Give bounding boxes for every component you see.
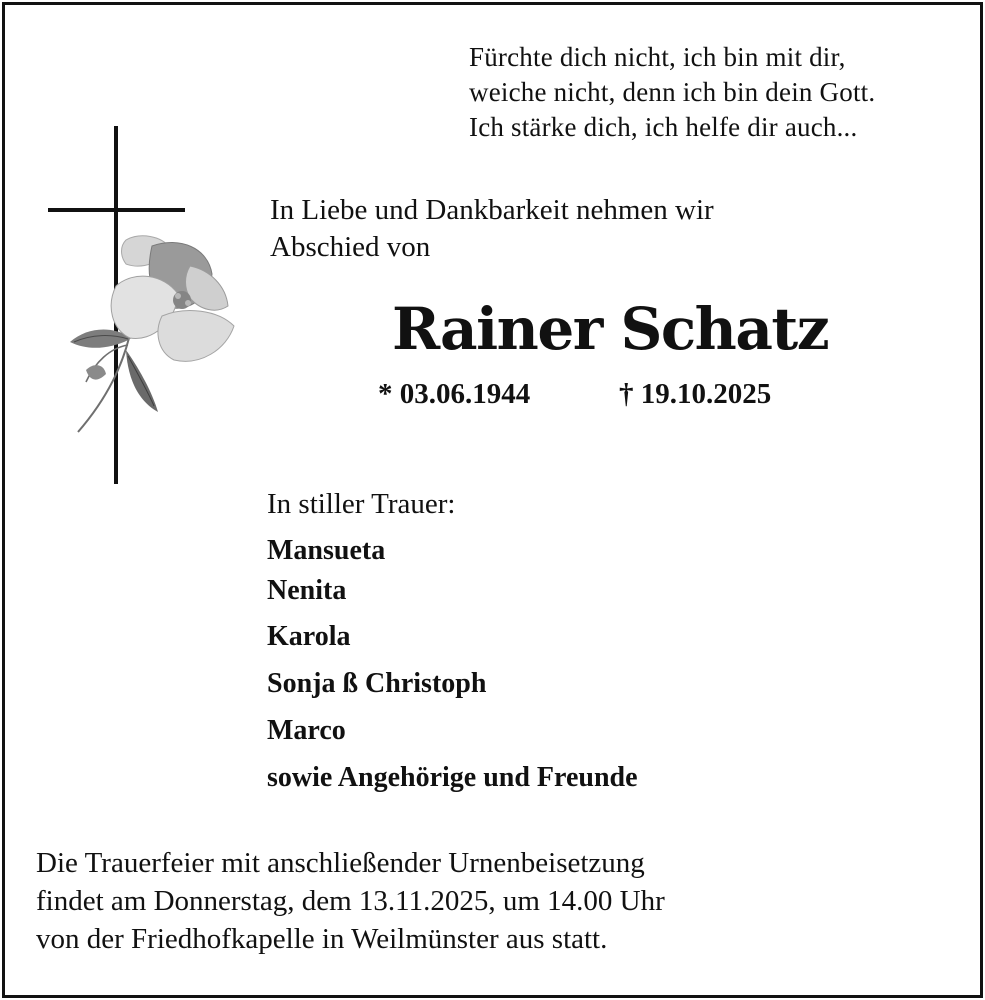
death-date: † 19.10.2025 <box>619 378 772 410</box>
mourner-name: Karola <box>267 621 351 652</box>
deceased-name: Rainer Schatz <box>392 295 829 363</box>
mourner-name: Mansueta <box>267 535 386 566</box>
bible-verse <box>469 40 875 145</box>
mourner-name: Sonja ß Christoph <box>267 668 487 699</box>
rose-icon <box>70 236 234 432</box>
mourning-heading: In stiller Trauer: <box>267 488 456 520</box>
bible-verse-line: Fürchte dich nicht, ich bin mit dir, <box>469 42 846 72</box>
mourner-name: sowie Angehörige und Freunde <box>267 762 638 793</box>
farewell-intro-line: Abschied von <box>270 231 431 263</box>
funeral-notice-line: von der Friedhofkapelle in Weilmünster aus statt. <box>36 923 608 955</box>
funeral-notice-line: findet am Donnerstag, dem 13.11.2025, um 14.00 Uhr <box>36 885 665 917</box>
bible-verse-line: weiche nicht, denn ich bin dein Gott. <box>469 77 876 107</box>
funeral-notice <box>36 844 665 958</box>
mourner-name: Marco <box>267 715 346 746</box>
farewell-intro <box>270 192 714 266</box>
farewell-intro-line: In Liebe und Dankbarkeit nehmen wir <box>270 194 714 226</box>
bible-verse-line: Ich stärke dich, ich helfe dir auch... <box>469 112 858 142</box>
birth-date: * 03.06.1944 <box>378 378 531 410</box>
mourner-name: Nenita <box>267 575 347 606</box>
cross-with-rose-illustration <box>40 120 250 492</box>
funeral-notice-line: Die Trauerfeier mit anschließender Urnenbeisetzung <box>36 847 645 879</box>
